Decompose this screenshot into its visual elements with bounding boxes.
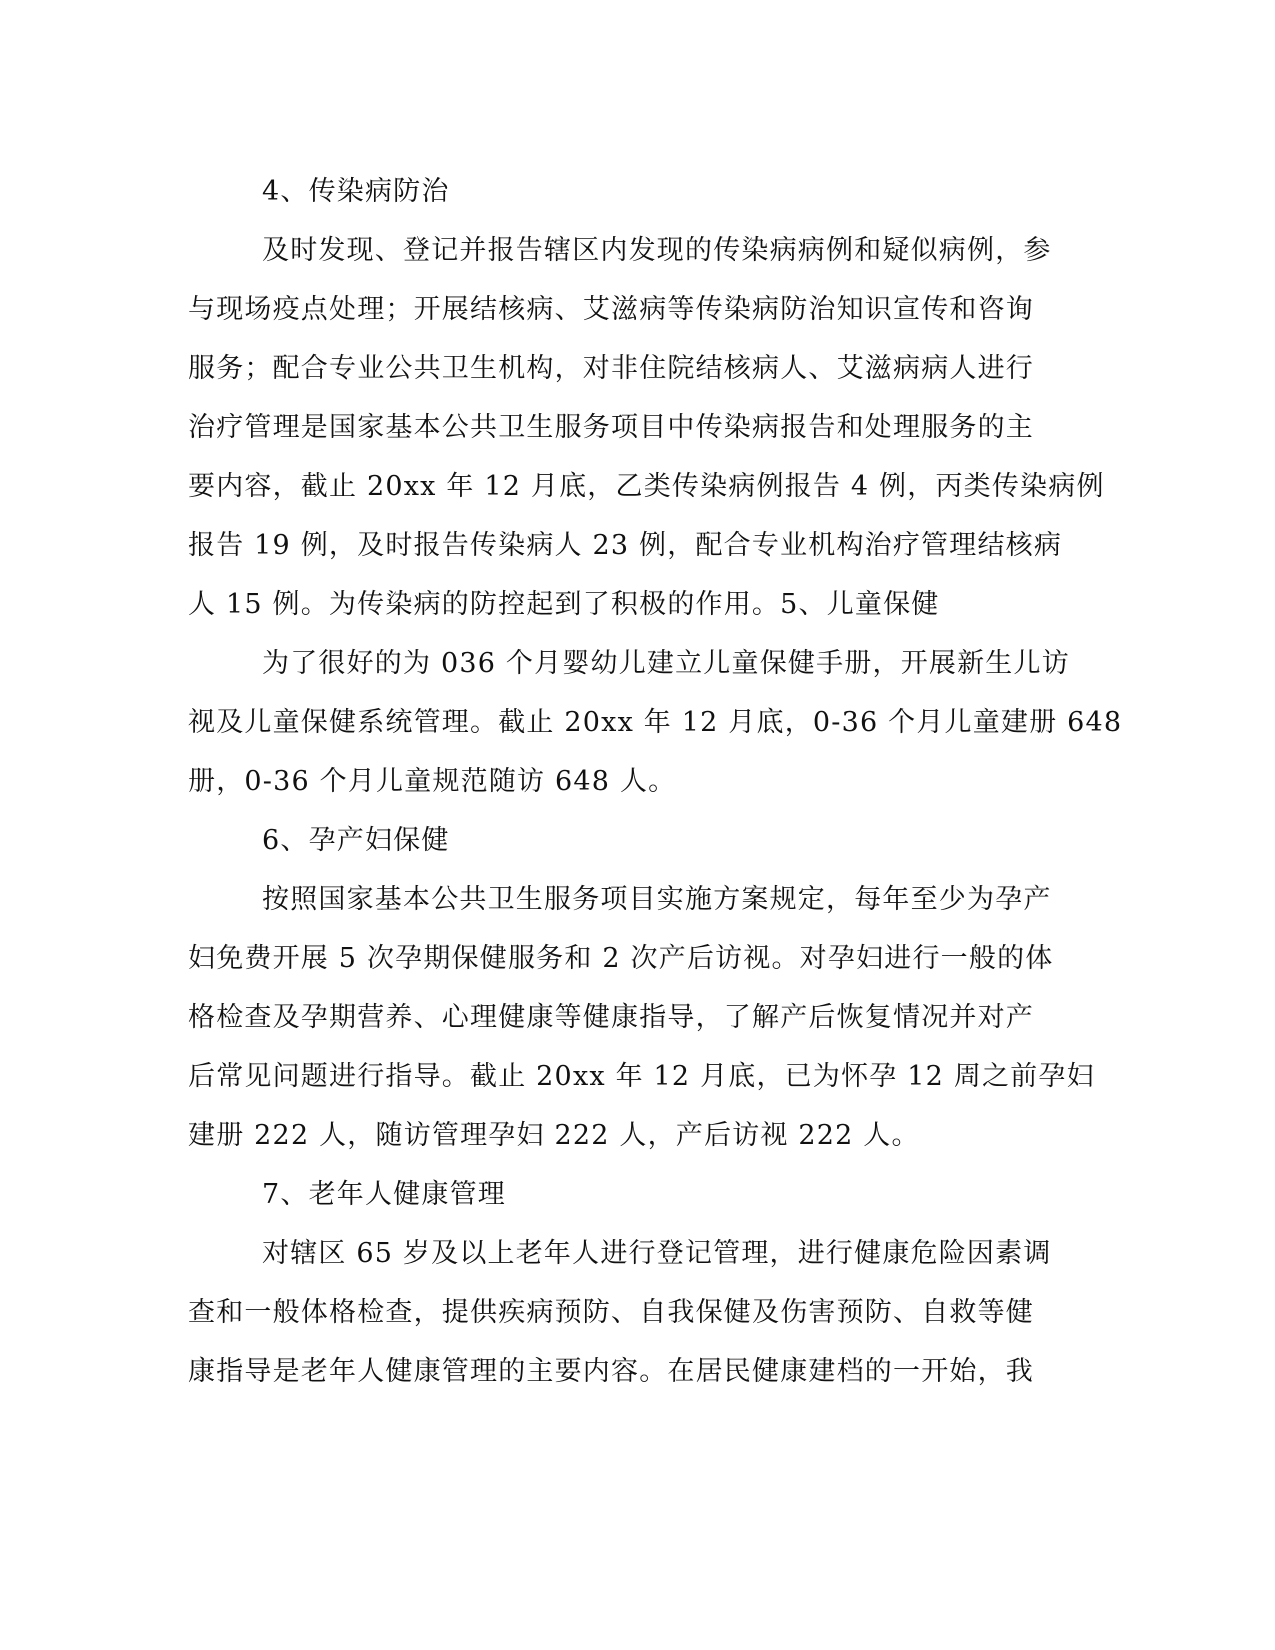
- heading-maternal-health: 6、孕产妇保健: [262, 825, 450, 856]
- heading-infectious-disease: 4、传染病防治: [262, 176, 450, 207]
- paragraph-line: 人 15 例。为传染病的防控起到了积极的作用。5、儿童保健: [188, 589, 940, 620]
- paragraph-line: 建册 222 人，随访管理孕妇 222 人，产后访视 222 人。: [188, 1120, 920, 1151]
- heading-elderly-health: 7、老年人健康管理: [262, 1179, 506, 1210]
- paragraph-line: 与现场疫点处理；开展结核病、艾滋病等传染病防治知识宣传和咨询: [188, 294, 1034, 325]
- paragraph-line: 查和一般体格检查，提供疾病预防、自我保健及伤害预防、自救等健: [188, 1297, 1034, 1328]
- paragraph-line: 按照国家基本公共卫生服务项目实施方案规定，每年至少为孕产: [262, 884, 1052, 915]
- paragraph-line: 后常见问题进行指导。截止 20xx 年 12 月底，已为怀孕 12 周之前孕妇: [188, 1061, 1095, 1092]
- paragraph-line: 妇免费开展 5 次孕期保健服务和 2 次产后访视。对孕妇进行一般的体: [188, 943, 1054, 974]
- paragraph-line: 康指导是老年人健康管理的主要内容。在居民健康建档的一开始，我: [188, 1356, 1034, 1387]
- paragraph-line: 及时发现、登记并报告辖区内发现的传染病病例和疑似病例，参: [262, 235, 1052, 266]
- paragraph-line: 对辖区 65 岁及以上老年人进行登记管理，进行健康危险因素调: [262, 1238, 1052, 1269]
- paragraph-line: 册，0-36 个月儿童规范随访 648 人。: [188, 766, 677, 797]
- paragraph-line: 为了很好的为 036 个月婴幼儿建立儿童保健手册，开展新生儿访: [262, 648, 1070, 679]
- paragraph-line: 报告 19 例，及时报告传染病人 23 例，配合专业机构治疗管理结核病: [188, 530, 1063, 561]
- paragraph-line: 治疗管理是国家基本公共卫生服务项目中传染病报告和处理服务的主: [188, 412, 1034, 443]
- paragraph-line: 服务；配合专业公共卫生机构，对非住院结核病人、艾滋病病人进行: [188, 353, 1034, 384]
- paragraph-line: 格检查及孕期营养、心理健康等健康指导，了解产后恢复情况并对产: [188, 1002, 1034, 1033]
- paragraph-line: 要内容，截止 20xx 年 12 月底，乙类传染病例报告 4 例，丙类传染病例: [188, 471, 1105, 502]
- paragraph-line: 视及儿童保健系统管理。截止 20xx 年 12 月底，0-36 个月儿童建册 648: [188, 707, 1123, 738]
- document-body: [188, 162, 1123, 1401]
